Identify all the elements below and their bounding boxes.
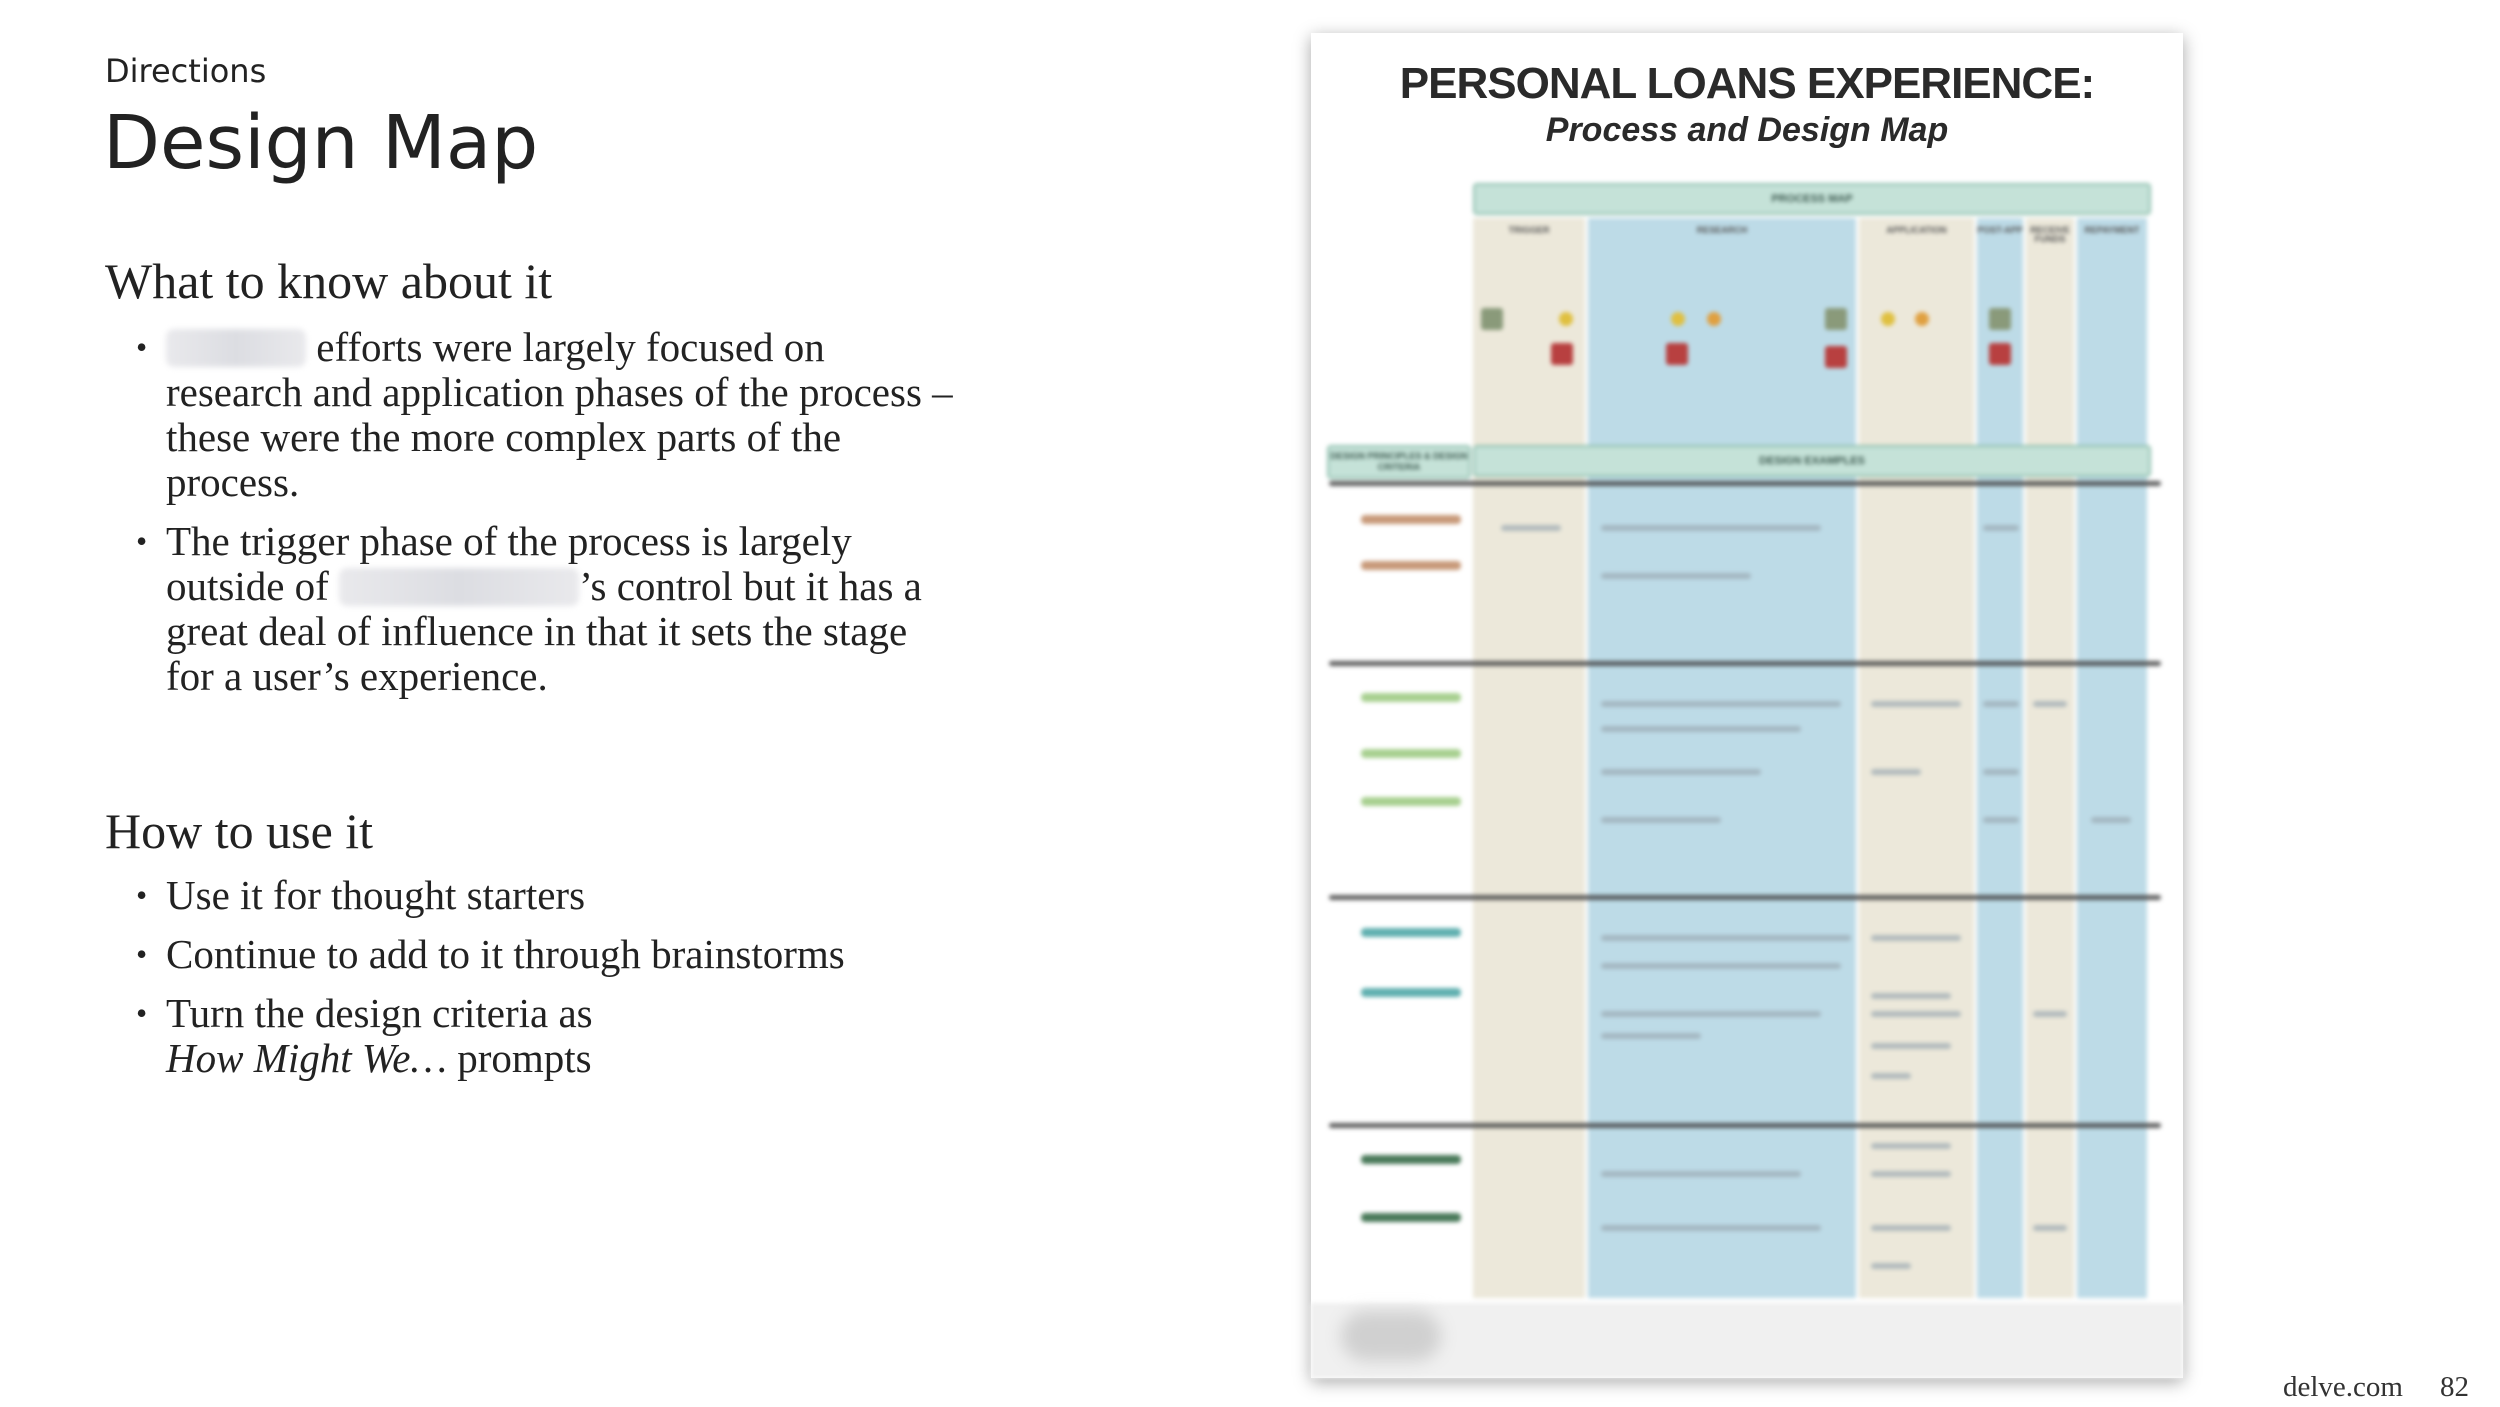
example-item (2091, 817, 2131, 823)
column-label-trigger: TRIGGER (1508, 225, 1550, 235)
page-title: Design Map (103, 100, 539, 186)
criteria-tag (1361, 693, 1461, 702)
poster-footer (1311, 1303, 2183, 1378)
use-bullet-3-post: prompts (457, 1035, 592, 1081)
know-bullet-list (128, 325, 958, 713)
process-step-marker (1559, 312, 1573, 326)
column-label-repayment: REPAYMENT (2084, 225, 2140, 235)
column-label-application: APPLICATION (1886, 225, 1947, 235)
process-step-marker (1825, 308, 1847, 330)
process-step-marker (1989, 343, 2011, 365)
example-item (1601, 573, 1751, 579)
process-step-marker (1666, 343, 1688, 365)
example-item (1871, 1171, 1951, 1177)
poster-title: PERSONAL LOANS EXPERIENCE: (1399, 59, 2095, 108)
design-examples-band: DESIGN EXAMPLES (1473, 445, 2151, 477)
column-receive-funds (2026, 218, 2074, 1298)
know-bullet-2 (128, 519, 958, 699)
section-divider (1329, 1123, 2161, 1128)
example-item (1983, 525, 2019, 531)
eyebrow-label: Directions (105, 52, 267, 90)
process-step-marker (1551, 343, 1573, 365)
column-application (1859, 218, 1974, 1298)
criteria-tag (1361, 928, 1461, 937)
example-item (1983, 701, 2019, 707)
example-item (1871, 1263, 1911, 1269)
example-item (1601, 1171, 1801, 1177)
example-item (1871, 935, 1961, 941)
page-number: 82 (2440, 1371, 2469, 1403)
use-bullet-3-italic: How Might We… (166, 1035, 447, 1081)
use-bullet-2: • Continue to add to it through brainstorms (128, 932, 1028, 977)
criteria-tag (1361, 1213, 1461, 1222)
example-item (1601, 935, 1851, 941)
example-item (1601, 817, 1721, 823)
example-item (1871, 769, 1921, 775)
section-divider (1329, 661, 2161, 666)
criteria-tag (1361, 988, 1461, 997)
column-repayment (2077, 218, 2147, 1298)
example-item (1983, 817, 2019, 823)
poster-map-body (1311, 33, 2183, 1378)
criteria-tag (1361, 515, 1461, 524)
example-item (1983, 769, 2019, 775)
process-map-band: PROCESS MAP (1473, 183, 2151, 215)
footer-site: delve.com (2283, 1371, 2403, 1403)
example-item (1501, 525, 1561, 531)
poster-footer-logo (1341, 1311, 1441, 1361)
example-item (1601, 726, 1801, 732)
know-bullet-2-pre: The trigger phase of the process is largely outside of (166, 518, 852, 609)
example-item (1871, 993, 1951, 999)
process-step-marker (1915, 312, 1929, 326)
redacted-company-name (166, 329, 306, 367)
example-item (1871, 1043, 1951, 1049)
column-label-research: RESEARCH (1696, 225, 1748, 235)
process-step-marker (1825, 346, 1847, 368)
poster-subtitle: Process and Design Map (1545, 111, 1949, 149)
process-step-marker (1881, 312, 1895, 326)
example-item (1871, 1225, 1951, 1231)
criteria-tag (1361, 797, 1461, 806)
use-bullet-list (128, 873, 1028, 1095)
use-bullet-3 (128, 991, 1028, 1081)
use-heading: How to use it (105, 803, 374, 859)
process-step-marker (1481, 308, 1503, 330)
example-item (1601, 1225, 1821, 1231)
example-item (2033, 1225, 2067, 1231)
column-post-app (1977, 218, 2023, 1298)
use-bullet-3-pre: Turn the design criteria as (166, 990, 593, 1036)
example-item (2033, 701, 2067, 707)
use-bullet-1: • Use it for thought starters (128, 873, 1028, 918)
example-item (1601, 1033, 1701, 1039)
column-label-receive-funds: RECEIVE FUNDS (2030, 225, 2070, 244)
criteria-tag (1361, 1155, 1461, 1164)
know-bullet-1-text: efforts were largely focused on research and application phases of the process – these were the more complex parts of the process. (166, 324, 953, 505)
know-bullet-2-post: ’s control but it has a great deal of influence in that it sets the stage for a user’s experience. (166, 563, 922, 699)
design-map-poster (1311, 33, 2183, 1378)
example-item (1871, 1073, 1911, 1079)
criteria-tag (1361, 749, 1461, 758)
process-step-marker (1707, 312, 1721, 326)
column-research (1588, 218, 1856, 1298)
section-divider (1329, 895, 2161, 900)
know-bullet-1 (128, 325, 958, 505)
process-step-marker (1989, 308, 2011, 330)
example-item (1871, 1143, 1951, 1149)
example-item (1601, 769, 1761, 775)
example-item (1601, 701, 1841, 707)
example-item (1871, 1011, 1961, 1017)
example-item (1601, 963, 1841, 969)
example-item (1601, 1011, 1821, 1017)
redacted-company-name (339, 568, 579, 606)
criteria-tag (1361, 561, 1461, 570)
example-item (1601, 525, 1821, 531)
design-principles-band: DESIGN PRINCIPLES & DESIGN CRITERIA (1327, 445, 1471, 479)
column-trigger (1473, 218, 1585, 1298)
example-item (2033, 1011, 2067, 1017)
section-divider (1329, 481, 2161, 486)
example-item (1871, 701, 1961, 707)
column-label-post-app: POST-APP (1977, 225, 2023, 235)
know-heading: What to know about it (105, 253, 553, 309)
process-step-marker (1671, 312, 1685, 326)
